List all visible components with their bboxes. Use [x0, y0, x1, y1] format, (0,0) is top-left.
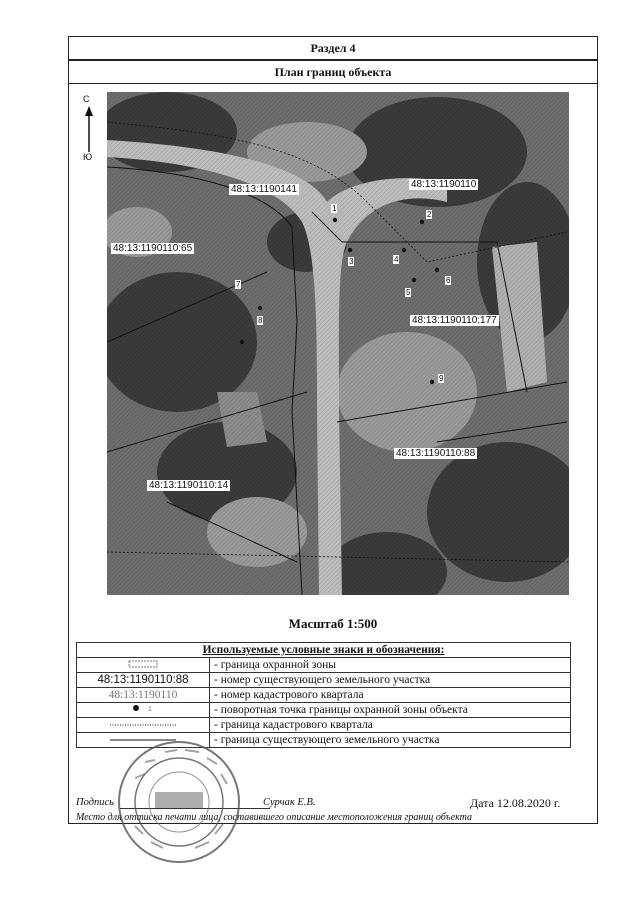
legend-description: - граница охранной зоны [210, 658, 571, 673]
legend-symbol [77, 718, 210, 733]
north-arrow [80, 94, 98, 164]
point-number: 7 [236, 280, 241, 289]
parcel-label: 48:13:1190110:14 [149, 480, 229, 491]
legend-description: - граница существующего земельного участка [210, 733, 571, 748]
section-title: Раздел 4 [68, 36, 598, 60]
stamp-place-note: Место для оттиска печати лица, составившего описание местоположения границ объекта [76, 812, 473, 823]
legend-header [77, 643, 571, 658]
point-number: 4 [394, 255, 399, 264]
point-number: 8 [258, 316, 263, 325]
north-label: С [83, 94, 90, 104]
zone-boundary-symbol [128, 660, 158, 668]
parcel-label: 48:13:1190110:88 [396, 448, 476, 459]
legend-caption: Используемые условные знаки и обозначения: [77, 643, 571, 658]
parcel-label: 48:13:1190110 [411, 179, 477, 190]
plan-title: План границ объекта [68, 60, 598, 84]
point-number: 6 [446, 276, 451, 285]
parcel-label: 48:13:1190110:65 [113, 243, 193, 254]
legend-row [77, 658, 571, 673]
signer-name: Сурчак Е.В. [263, 797, 316, 808]
legend-table [76, 642, 571, 748]
south-label: Ю [83, 152, 93, 162]
legend-symbol: 48:13:1190110 [77, 688, 210, 703]
parcel-label: 48:13:1190141 [231, 184, 297, 195]
legend-symbol [77, 703, 210, 718]
signature-label: Подпись [76, 797, 114, 808]
legend-row [77, 703, 571, 718]
seal-stamp [115, 738, 243, 866]
legend-description: - номер кадастрового квартала [210, 688, 571, 703]
legend-row [77, 688, 571, 703]
turning-point-symbol [128, 703, 158, 713]
legend-row [77, 673, 571, 688]
legend-symbol [77, 658, 210, 673]
legend-row [77, 718, 571, 733]
point-number: 9 [439, 374, 444, 383]
aerial-map [107, 92, 569, 595]
svg-text:1: 1 [148, 706, 152, 713]
document-date: Дата 12.08.2020 г. [470, 796, 561, 810]
legend-description: - номер существующего земельного участка [210, 673, 571, 688]
point-number: 2 [427, 210, 432, 219]
scale-text: Масштаб 1:500 [288, 616, 378, 631]
legend-symbol: 48:13:1190110:88 [77, 673, 210, 688]
point-number: 1 [332, 204, 337, 213]
point-number: 5 [406, 288, 411, 297]
parcel-label: 48:13:1190110:177 [412, 315, 497, 326]
legend-description: - поворотная точка границы охранной зоны объекта [210, 703, 571, 718]
quarter-boundary-symbol [108, 722, 178, 728]
point-number: 3 [349, 257, 354, 266]
legend-description: - граница кадастрового квартала [210, 718, 571, 733]
map-image [107, 92, 569, 595]
